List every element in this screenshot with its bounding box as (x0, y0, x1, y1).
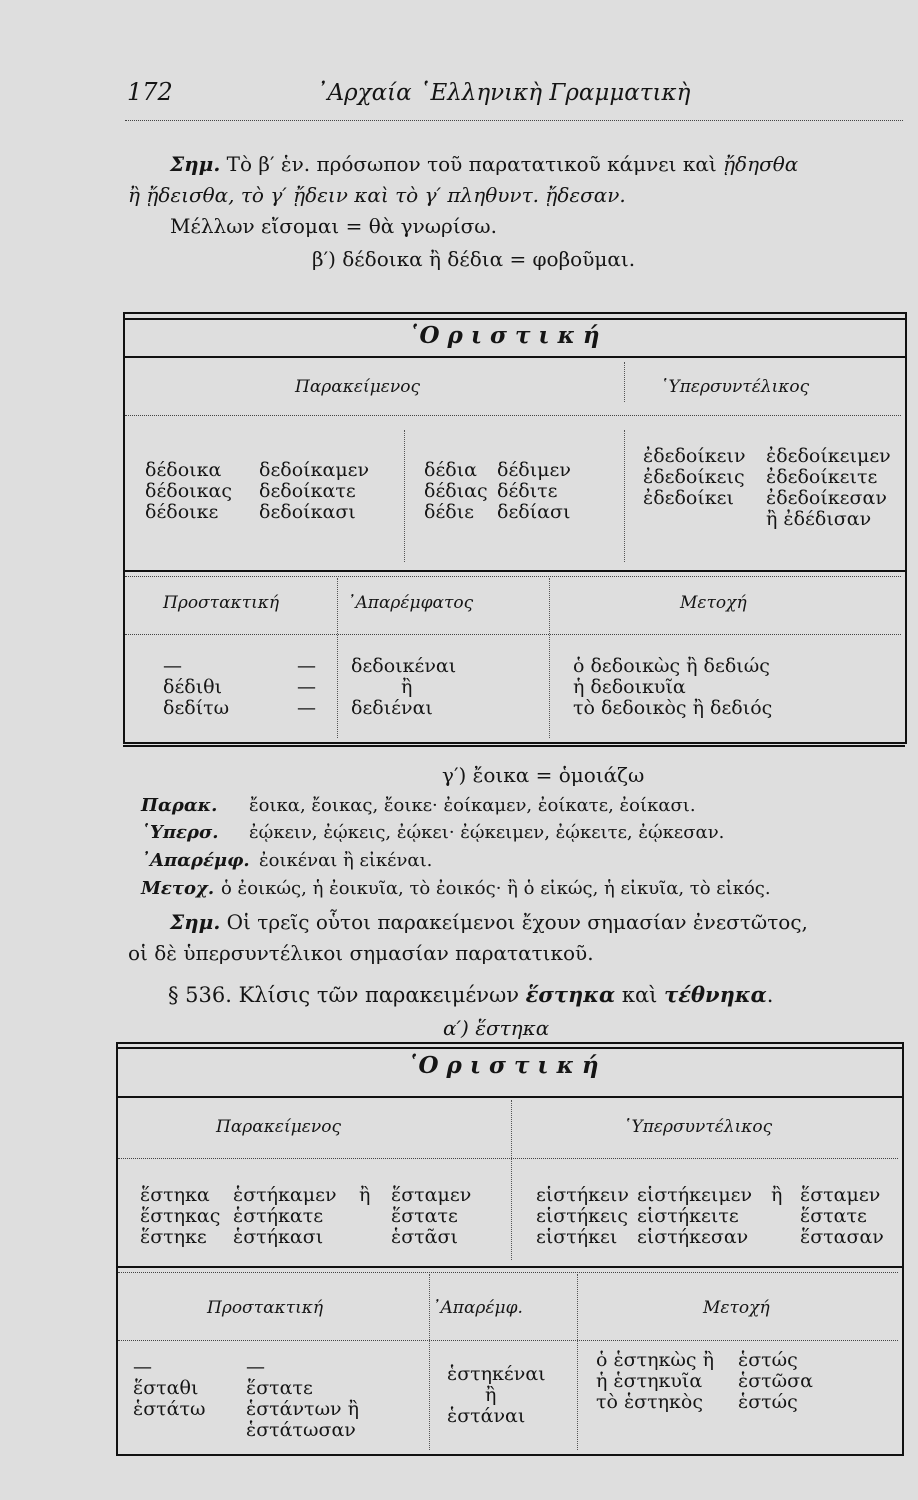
table-2-mid-rule-dotted (118, 1272, 898, 1273)
t2-lower-div-2 (577, 1274, 578, 1450)
t2-perf-col-4: ἕσταμεν ἕστατε ἑστᾶσι (391, 1184, 472, 1248)
table-1-perfect-header: Παρακείμενος (295, 377, 420, 397)
t2-plup-col-4: ἕσταμεν ἕστατε ἕστασαν (800, 1184, 884, 1248)
t1-infinitive: δεδοικέναι ἢ δεδιέναι (351, 655, 457, 719)
section-536-sub: α′) ἕστηκα (443, 1016, 550, 1040)
note-line-2: ἢ ᾔδεισθα, τὸ γ′ ᾔδειν καὶ τὸ γ′ πληθυντ. ᾔδεσαν. (128, 183, 626, 207)
t2-divider (511, 1100, 512, 1260)
table-2-infinitive-header: ᾿Απαρέμφ. (432, 1298, 523, 1318)
t1-perf-b-sg: δέδια δέδιας δέδιε (424, 459, 488, 523)
table-1-double-top (123, 318, 905, 320)
t1-perf-divider (404, 430, 405, 562)
t2-plup-col-1: εἱστήκειν εἱστήκεις εἱστήκει (536, 1184, 629, 1248)
page-number: 172 (127, 78, 173, 106)
table-1-head-divider (624, 362, 625, 402)
t2-infinitive: ἑστηκέναι ἢ ἑστάναι (447, 1363, 546, 1427)
g-row-participle: Μετοχ. ὁ ἐοικώς, ἡ ἐοικυῖα, τὸ ἐοικός· ἢ ὁ εἰκώς, ἡ εἰκυῖα, τὸ εἰκός. (141, 878, 771, 899)
note-text: Τὸ β′ ἑν. πρόσωπον τοῦ παρατατικοῦ κάμνει καὶ (220, 152, 724, 176)
note-label: Σημ. (170, 152, 221, 176)
table-2-pluperfect-header: ῾Υπερσυντέλικος (623, 1117, 773, 1137)
t2-perf-col-2: ἑστήκαμεν ἑστήκατε ἑστήκασι (233, 1184, 337, 1248)
table-1-bottom-double (123, 745, 905, 747)
t1-imp-a: — δέδιθι δεδίτω (163, 655, 230, 719)
table-1-imperative-header: Προστακτική (163, 593, 280, 613)
t1-plup-divider (624, 430, 625, 562)
g-row-perfect: Παρακ. ἔοικα, ἔοικας, ἔοικε· ἐοίκαμεν, ἐοίκατε, ἐοίκασι. (141, 795, 696, 816)
t1-perf-a-sg: δέδοικα δέδοικας δέδοικε (145, 459, 232, 523)
table-2-mid-rule (116, 1266, 902, 1268)
t2-lower-div-1 (429, 1274, 430, 1450)
subsection-b-heading: β′) δέδοικα ἢ δέδια = φοβοῦμαι. (312, 247, 636, 271)
future-line: Μέλλων εἴσομαι = θὰ γνωρίσω. (170, 214, 497, 238)
running-title: ᾿Αρχαία ῾Ελληνικὴ Γραμματικὴ (316, 80, 691, 106)
table-1-mid-rule (123, 570, 905, 572)
table-1-lower-header-rule (125, 634, 901, 635)
t2-imp-pl: — ἕστατε ἑστάντων ἢ ἑστάτωσαν (246, 1356, 360, 1441)
t1-perf-a-pl: δεδοίκαμεν δεδοίκατε δεδοίκασι (259, 459, 370, 523)
t2-imp-sg: — ἕσταθι ἑστάτω (133, 1356, 206, 1420)
t1-lower-div-1 (337, 578, 338, 738)
t2-perf-col-3: ἢ (359, 1184, 371, 1206)
table-2-double-top (116, 1047, 902, 1049)
table-1-participle-header: Μετοχή (680, 593, 747, 613)
section-536-heading: § 536. Κλίσις τῶν παρακειμένων ἕστηκα καὶ τέθνηκα. (168, 982, 774, 1007)
note-line-1 (170, 152, 798, 176)
t1-imp-b: — — — (297, 655, 316, 719)
t2-perf-col-1: ἕστηκα ἕστηκας ἕστηκε (140, 1184, 221, 1248)
table-2-header-rule (118, 1158, 898, 1159)
table-1-pluperfect-header: ῾Υπερσυντέλικος (660, 377, 810, 397)
t1-perf-b-pl: δέδιμεν δέδιτε δεδίασι (497, 459, 571, 523)
t2-participle-a: ὁ ἑστηκὼς ἢ ἡ ἑστηκυῖα τὸ ἑστηκὸς (596, 1349, 714, 1413)
table-2-imperative-header: Προστακτική (207, 1298, 324, 1318)
t1-participle: ὁ δεδοικὼς ἢ δεδιώς ἡ δεδοικυῖα τὸ δεδοικὸς ἢ δεδιός (573, 655, 773, 719)
table-2-lower-header-rule (118, 1340, 898, 1341)
table-1-title-rule (123, 356, 905, 358)
t1-plup-sg: ἐδεδοίκειν ἐδεδοίκεις ἐδεδοίκει (643, 445, 746, 509)
t1-plup-pl: ἐδεδοίκειμεν ἐδεδοίκειτε ἐδεδοίκεσαν ἢ ἐδέδισαν (766, 445, 891, 530)
table-1-header-rule (125, 415, 901, 416)
table-2-title: ῾Ο ρ ι σ τ ι κ ή (407, 1052, 599, 1079)
header-rule (125, 120, 903, 121)
note-end-word: ᾔδησθα (723, 152, 799, 176)
g-row-pluperfect: ῾Υπερσ. ἐῴκειν, ἐῴκεις, ἐῴκει· ἐῴκειμεν, ἐῴκειτε, ἐῴκεσαν. (141, 822, 725, 843)
table-2-title-rule (116, 1096, 902, 1098)
t2-plup-col-3: ἢ (771, 1184, 783, 1206)
t2-participle-b: ἑστώς ἑστῶσα ἑστώς (738, 1349, 813, 1413)
table-1-mid-rule-dotted (125, 576, 901, 577)
table-2-participle-header: Μετοχή (703, 1298, 770, 1318)
table-1-infinitive-header: ᾿Απαρέμφατος (347, 593, 474, 613)
table-2-perfect-header: Παρακείμενος (216, 1117, 341, 1137)
table-1-title: ῾Ο ρ ι σ τ ι κ ή (408, 322, 600, 349)
t1-lower-div-2 (549, 578, 550, 738)
g-row-infinitive: ᾿Απαρέμφ. ἐοικέναι ἢ εἰκέναι. (141, 850, 433, 871)
g-note-line-2: οἱ δὲ ὑπερσυντέλικοι σημασίαν παρατατικοῦ. (128, 941, 594, 965)
subsection-g-heading: γ′) ἔοικα = ὁμοιάζω (442, 763, 645, 787)
g-note-line-1: Σημ. Οἱ τρεῖς οὗτοι παρακείμενοι ἔχουν σημασίαν ἐνεστῶτος, (170, 910, 808, 934)
t2-plup-col-2: εἱστήκειμεν εἱστήκειτε εἱστήκεσαν (637, 1184, 753, 1248)
